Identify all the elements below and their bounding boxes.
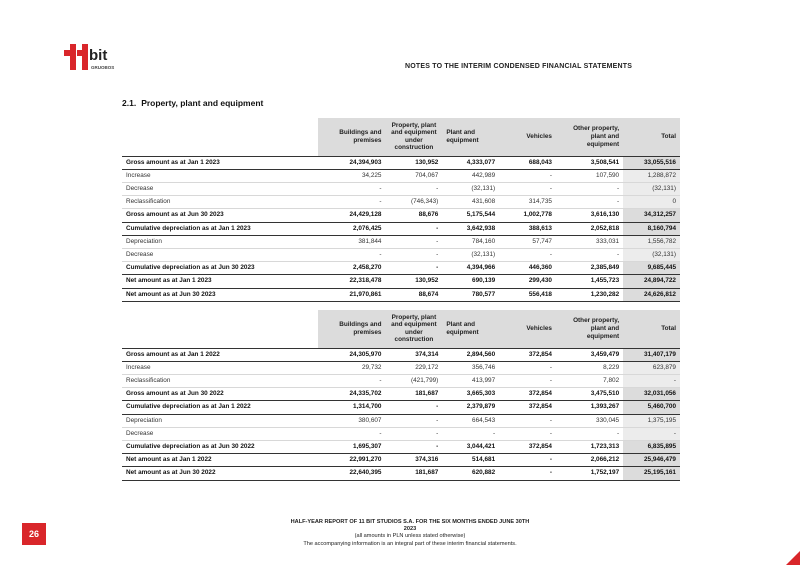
footer-report-title: HALF-YEAR REPORT OF 11 BIT STUDIOS S.A. FOR THE SIX MONTHS ENDED JUNE 30TH (290, 519, 530, 525)
row-value-cell: 24,335,702 (318, 388, 385, 401)
row-value-cell: 34,225 (318, 169, 385, 182)
row-value-cell: 374,314 (385, 348, 442, 361)
row-value-cell: 24,394,903 (318, 156, 385, 169)
row-value-cell: - (385, 440, 442, 453)
row-total-cell: - (623, 427, 680, 440)
row-value-cell: 556,418 (499, 288, 556, 301)
page-footer (260, 519, 560, 548)
row-value-cell: - (318, 196, 385, 209)
col-plant: Plant and equipment (442, 310, 499, 348)
row-value-cell: - (385, 248, 442, 261)
logo-wordmark: bit (89, 47, 108, 64)
row-value-cell: 690,139 (442, 275, 499, 288)
row-value-cell: 130,952 (385, 156, 442, 169)
table-row (122, 222, 680, 235)
footer-disclaimer: The accompanying information is an integral part of these interim financial statements. (303, 540, 517, 547)
table-body (122, 156, 680, 301)
table-row (122, 361, 680, 374)
logo-mark-icon (64, 44, 88, 70)
row-value-cell: - (556, 248, 623, 261)
table-row (122, 427, 680, 440)
row-total-cell: 32,031,056 (623, 388, 680, 401)
table-row (122, 388, 680, 401)
table-row (122, 196, 680, 209)
row-label: Cumulative depreciation as at Jan 1 2023 (122, 222, 318, 235)
row-total-cell: (32,131) (623, 248, 680, 261)
row-label: Net amount as at Jan 1 2023 (122, 275, 318, 288)
row-value-cell: 388,613 (499, 222, 556, 235)
row-value-cell: 24,305,970 (318, 348, 385, 361)
header-blank (122, 118, 318, 156)
row-label: Cumulative depreciation as at Jan 1 2022 (122, 401, 318, 414)
row-value-cell: 333,031 (556, 235, 623, 248)
row-value-cell: 2,458,270 (318, 262, 385, 275)
page-number: 26 (22, 523, 46, 545)
row-value-cell: 7,802 (556, 374, 623, 387)
row-label: Gross amount as at Jun 30 2023 (122, 209, 318, 222)
row-value-cell: - (499, 248, 556, 261)
table-row (122, 467, 680, 480)
table-row (122, 156, 680, 169)
row-value-cell: 1,314,700 (318, 401, 385, 414)
row-value-cell: 3,665,303 (442, 388, 499, 401)
row-value-cell: - (385, 262, 442, 275)
row-total-cell: - (623, 374, 680, 387)
row-value-cell: 381,844 (318, 235, 385, 248)
row-value-cell: - (385, 427, 442, 440)
row-total-cell: 31,407,179 (623, 348, 680, 361)
row-value-cell: 3,475,510 (556, 388, 623, 401)
row-label: Cumulative depreciation as at Jun 30 2023 (122, 262, 318, 275)
row-label: Decrease (122, 182, 318, 195)
row-value-cell: 2,076,425 (318, 222, 385, 235)
row-label: Depreciation (122, 414, 318, 427)
ppe-table-2022 (122, 310, 680, 481)
row-label: Cumulative depreciation as at Jun 30 2022 (122, 440, 318, 453)
row-value-cell: 784,160 (442, 235, 499, 248)
col-buildings: Buildings and premises (318, 118, 385, 156)
row-value-cell: 1,752,197 (556, 467, 623, 480)
row-value-cell: 88,676 (385, 209, 442, 222)
row-label: Net amount as at Jan 1 2022 (122, 454, 318, 467)
table-row (122, 440, 680, 453)
row-value-cell: - (499, 169, 556, 182)
row-value-cell: 780,577 (442, 288, 499, 301)
row-total-cell: 24,894,722 (623, 275, 680, 288)
footer-currency-note: (all amounts in PLN unless stated otherwise) (354, 533, 466, 540)
row-value-cell: - (318, 182, 385, 195)
col-construction: Property, plant and equipment under construction (385, 118, 442, 156)
row-value-cell: 314,735 (499, 196, 556, 209)
row-label: Decrease (122, 427, 318, 440)
row-value-cell: 3,642,938 (442, 222, 499, 235)
row-value-cell: 2,066,212 (556, 454, 623, 467)
row-value-cell: 442,989 (442, 169, 499, 182)
row-value-cell: 3,044,421 (442, 440, 499, 453)
row-value-cell: 107,590 (556, 169, 623, 182)
row-value-cell: - (499, 467, 556, 480)
row-value-cell: 372,854 (499, 388, 556, 401)
company-logo (64, 44, 128, 72)
col-buildings: Buildings and premises (318, 310, 385, 348)
row-total-cell: 34,312,257 (623, 209, 680, 222)
row-value-cell: (421,799) (385, 374, 442, 387)
row-value-cell: 1,393,267 (556, 401, 623, 414)
row-value-cell: 372,854 (499, 440, 556, 453)
col-other: Other property, plant and equipment (556, 118, 623, 156)
row-value-cell: 688,043 (499, 156, 556, 169)
table-row (122, 235, 680, 248)
row-total-cell: 1,556,782 (623, 235, 680, 248)
row-value-cell: 8,229 (556, 361, 623, 374)
table-row (122, 262, 680, 275)
row-value-cell: (32,131) (442, 248, 499, 261)
row-value-cell: - (385, 222, 442, 235)
table-row (122, 288, 680, 301)
row-total-cell: 25,195,161 (623, 467, 680, 480)
table-row (122, 209, 680, 222)
row-value-cell: 21,970,861 (318, 288, 385, 301)
row-value-cell: 181,687 (385, 467, 442, 480)
section-title (122, 98, 263, 108)
row-label: Decrease (122, 248, 318, 261)
col-vehicles: Vehicles (499, 118, 556, 156)
row-value-cell: 4,394,966 (442, 262, 499, 275)
col-plant: Plant and equipment (442, 118, 499, 156)
row-value-cell: 2,379,879 (442, 401, 499, 414)
row-total-cell: 9,685,445 (623, 262, 680, 275)
row-value-cell: - (499, 427, 556, 440)
row-value-cell: 5,175,544 (442, 209, 499, 222)
row-value-cell: 620,882 (442, 467, 499, 480)
row-total-cell: 5,460,700 (623, 401, 680, 414)
row-value-cell: - (385, 235, 442, 248)
row-total-cell: 1,375,195 (623, 414, 680, 427)
footer-report-year: 2023 (403, 526, 417, 533)
row-value-cell: - (499, 414, 556, 427)
row-value-cell: 299,430 (499, 275, 556, 288)
table-row (122, 182, 680, 195)
row-value-cell: - (499, 361, 556, 374)
row-value-cell: 1,723,313 (556, 440, 623, 453)
row-value-cell: 2,385,849 (556, 262, 623, 275)
row-value-cell: - (556, 196, 623, 209)
col-vehicles: Vehicles (499, 310, 556, 348)
row-value-cell: - (499, 374, 556, 387)
row-total-cell: 24,626,812 (623, 288, 680, 301)
row-value-cell: 3,459,479 (556, 348, 623, 361)
row-value-cell: - (499, 454, 556, 467)
row-value-cell: 2,052,818 (556, 222, 623, 235)
row-value-cell: 22,991,270 (318, 454, 385, 467)
row-value-cell: - (499, 182, 556, 195)
row-total-cell: 623,879 (623, 361, 680, 374)
row-value-cell: 1,455,723 (556, 275, 623, 288)
row-value-cell: 664,543 (442, 414, 499, 427)
row-value-cell: 413,997 (442, 374, 499, 387)
row-value-cell: 24,429,128 (318, 209, 385, 222)
row-value-cell: - (385, 182, 442, 195)
row-total-cell: 33,055,516 (623, 156, 680, 169)
row-value-cell: 29,732 (318, 361, 385, 374)
row-label: Increase (122, 361, 318, 374)
row-value-cell: - (385, 401, 442, 414)
row-value-cell: 3,616,130 (556, 209, 623, 222)
row-value-cell: 372,854 (499, 348, 556, 361)
row-label: Net amount as at Jun 30 2022 (122, 467, 318, 480)
row-value-cell: 3,508,541 (556, 156, 623, 169)
row-value-cell: 181,687 (385, 388, 442, 401)
row-value-cell: 1,002,778 (499, 209, 556, 222)
row-total-cell: 25,946,479 (623, 454, 680, 467)
col-construction: Property, plant and equipment under construction (385, 310, 442, 348)
col-other: Other property, plant and equipment (556, 310, 623, 348)
ppe-table-2023 (122, 118, 680, 302)
section-number: 2.1. (122, 98, 137, 108)
row-total-cell: 1,288,872 (623, 169, 680, 182)
row-value-cell: - (318, 427, 385, 440)
row-value-cell: 1,695,307 (318, 440, 385, 453)
row-value-cell: 22,318,478 (318, 275, 385, 288)
row-value-cell: 380,607 (318, 414, 385, 427)
header-blank (122, 310, 318, 348)
row-label: Depreciation (122, 235, 318, 248)
row-value-cell: 446,360 (499, 262, 556, 275)
row-value-cell: 4,333,077 (442, 156, 499, 169)
section-title-text: Property, plant and equipment (141, 98, 264, 108)
page-header-title: NOTES TO THE INTERIM CONDENSED FINANCIAL STATEMENTS (405, 63, 633, 70)
row-value-cell: - (442, 427, 499, 440)
row-label: Reclassification (122, 374, 318, 387)
row-value-cell: 356,746 (442, 361, 499, 374)
table-row (122, 401, 680, 414)
row-value-cell: (32,131) (442, 182, 499, 195)
row-value-cell: 431,608 (442, 196, 499, 209)
row-label: Gross amount as at Jan 1 2022 (122, 348, 318, 361)
table-row (122, 169, 680, 182)
row-value-cell: 372,854 (499, 401, 556, 414)
row-value-cell: 2,894,560 (442, 348, 499, 361)
row-total-cell: 8,160,794 (623, 222, 680, 235)
row-total-cell: 0 (623, 196, 680, 209)
row-value-cell: 374,316 (385, 454, 442, 467)
table-row (122, 275, 680, 288)
row-label: Gross amount as at Jun 30 2022 (122, 388, 318, 401)
row-label: Net amount as at Jun 30 2023 (122, 288, 318, 301)
col-total: Total (623, 118, 680, 156)
row-label: Reclassification (122, 196, 318, 209)
row-total-cell: 6,835,895 (623, 440, 680, 453)
row-value-cell: (746,343) (385, 196, 442, 209)
row-value-cell: 88,674 (385, 288, 442, 301)
table-row (122, 414, 680, 427)
corner-mark-icon (786, 551, 800, 565)
col-total: Total (623, 310, 680, 348)
row-label: Gross amount as at Jan 1 2023 (122, 156, 318, 169)
row-value-cell: 1,230,282 (556, 288, 623, 301)
table-body (122, 348, 680, 480)
table-row (122, 248, 680, 261)
row-value-cell: 57,747 (499, 235, 556, 248)
row-value-cell: 704,067 (385, 169, 442, 182)
row-label: Increase (122, 169, 318, 182)
row-value-cell: - (556, 182, 623, 195)
row-value-cell: - (318, 248, 385, 261)
row-value-cell: - (556, 427, 623, 440)
row-value-cell: 130,952 (385, 275, 442, 288)
table-row (122, 454, 680, 467)
row-value-cell: 514,681 (442, 454, 499, 467)
table-row (122, 374, 680, 387)
logo-subtitle: GRUOBOS (91, 65, 115, 70)
row-total-cell: (32,131) (623, 182, 680, 195)
table-row (122, 348, 680, 361)
row-value-cell: 229,172 (385, 361, 442, 374)
row-value-cell: 330,045 (556, 414, 623, 427)
row-value-cell: - (318, 374, 385, 387)
row-value-cell: 22,640,395 (318, 467, 385, 480)
row-value-cell: - (385, 414, 442, 427)
